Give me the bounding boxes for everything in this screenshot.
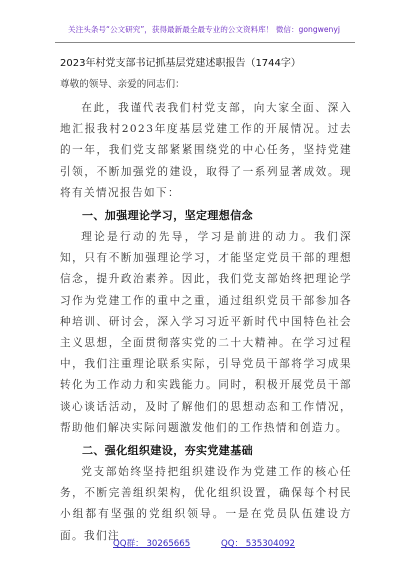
document-title: 2023年村党支部书记抓基层党建述职报告（1744字） <box>60 58 301 69</box>
header-banner: 关注头条号“公文研究”，获得最新最全最专业的公文资料库！ 微信：gongwenyj <box>68 25 340 34</box>
document-body <box>60 56 352 547</box>
qq-group-link[interactable]: QQ群： 30265665 <box>113 539 191 549</box>
intro-paragraph: 在此，我谨代表我们村党支部，向大家全面、深入地汇报我村2023年度基层党建工作的开展情况。过去的一年，我们党支部紧紧围绕党的中心任务，坚持党建引领，不断加强党的建设，取得了一系列显著成效。现将有关情况报告如下： <box>60 102 352 199</box>
section-body-1: 理论是行动的先导，学习是前进的动力。我们深知，只有不断加强理论学习，才能坚定党员干部的理想信念，提升政治素养。因此，我们党支部始终把理论学习作为党建工作的重中之重，通过组织党员干部参加各种培训、研讨会，深入学习习近平新时代中国特色社会主义思想，全面贯彻落实党的二十大精神。在学习过程中，我们注重理论联系实际，引导党员干部将学习成果转化为工作动力和实践能力。同时，积极开展党员干部谈心谈话活动，及时了解他们的思想动态和工作情况，帮助他们解决实际问题激发他们的工作热情和创造力。 <box>60 231 352 434</box>
footer-contact <box>0 537 408 549</box>
qq-contact-link[interactable]: QQ： 535304092 <box>220 539 295 549</box>
header-divider <box>55 42 355 43</box>
section-heading-2: 二、强化组织建设，夯实党建基础 <box>82 444 253 458</box>
salutation: 尊敬的领导、亲爱的同志们： <box>60 79 185 90</box>
section-body-2: 党支部始终坚持把组织建设作为党建工作的核心任务，不断完善组织架构，优化组织设置，确保每个村民小组都有坚强的党组织领导。一是在党员队伍建设方面。我们注 <box>60 466 352 542</box>
section-heading-1: 一、加强理论学习，坚定理想信念 <box>82 209 253 223</box>
